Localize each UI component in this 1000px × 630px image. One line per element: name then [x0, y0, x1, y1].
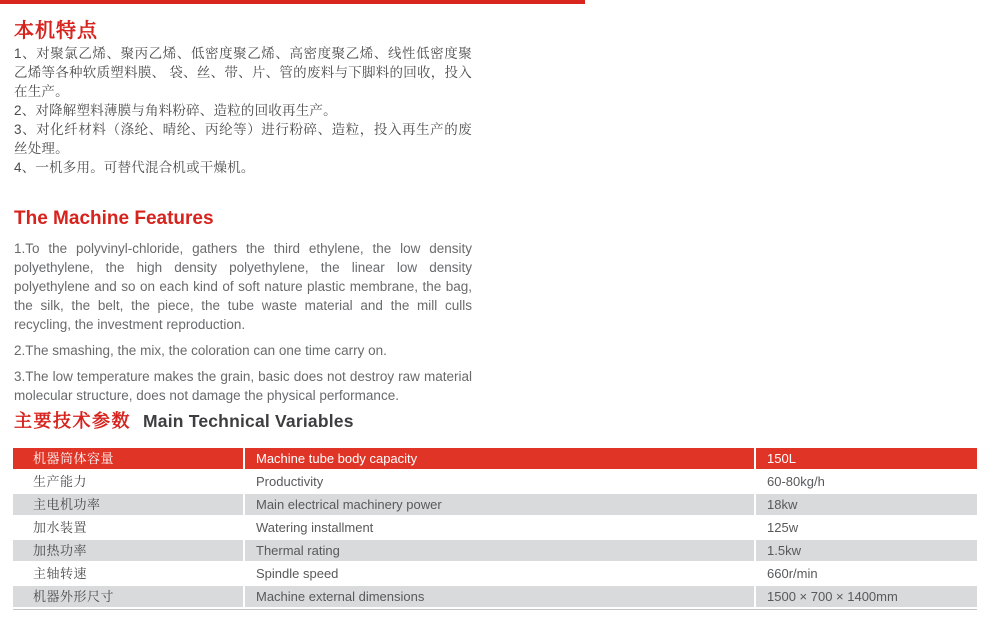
feature-list-cn [14, 44, 472, 177]
spec-label-en: Spindle speed [245, 563, 756, 584]
specs-title-en: Main Technical Variables [143, 411, 354, 431]
spec-row [13, 471, 977, 492]
spec-label-cn: 加水装置 [13, 517, 245, 538]
spec-value: 60-80kg/h [767, 474, 825, 489]
spec-value: 1.5kw [767, 543, 801, 558]
spec-row [13, 586, 977, 607]
spec-label-en: Main electrical machinery power [245, 494, 756, 515]
spec-label-cn: 机器筒体容量 [13, 448, 245, 469]
spec-row [13, 540, 977, 561]
feature-item-cn: 2、对降解塑料薄膜与角料粉碎、造粒的回收再生产。 [14, 103, 337, 118]
feature-item-en: 1.To the polyvinyl-chloride, gathers the third ethylene, the low density polyethylene, the high density polyethylene, the linear low density polyethylene and so on each kind of soft nature plastic membrane, the bag, the silk, the belt, the piece, the tube waste material and the mill culls recycling, the investment reproduction. [14, 241, 472, 332]
spec-label-cn: 主轴转速 [13, 563, 245, 584]
spec-row [13, 494, 977, 515]
spec-label-en: Thermal rating [245, 540, 756, 561]
spec-value: 18kw [767, 497, 798, 512]
feature-list-en [14, 239, 472, 405]
spec-row [13, 563, 977, 584]
spec-label-en: Watering installment [245, 517, 756, 538]
spec-value: 125w [767, 520, 799, 535]
specs-title [14, 407, 914, 433]
spec-label-en: Machine external dimensions [245, 586, 756, 607]
specs-title-cn: 主要技术参数 [14, 411, 131, 431]
spec-label-cn: 生产能力 [13, 471, 245, 492]
spec-value: 150L [767, 451, 796, 466]
spec-row [13, 517, 977, 538]
section-title-cn: 本机特点 [14, 20, 98, 42]
section-title-en: The Machine Features [14, 208, 214, 229]
feature-item-cn: 4、一机多用。可替代混合机或干燥机。 [14, 160, 255, 175]
feature-item-en: 2.The smashing, the mix, the coloration can one time carry on. [14, 343, 387, 358]
spec-label-cn: 主电机功率 [13, 494, 245, 515]
spec-label-cn: 机器外形尺寸 [13, 586, 245, 607]
spec-value: 660r/min [767, 566, 818, 581]
top-accent-bar [0, 0, 585, 4]
feature-item-cn: 1、对聚氯乙烯、聚丙乙烯、低密度聚乙烯、高密度聚乙烯、线性低密度聚乙烯等各种软质塑料膜、 袋、丝、带、片、管的废料与下脚料的回收，投入在生产。 [14, 46, 472, 99]
spec-value: 1500 × 700 × 1400mm [767, 589, 898, 604]
feature-item-cn: 3、对化纤材料（涤纶、晴纶、丙纶等）进行粉碎、造粒，投入再生产的废丝处理。 [14, 122, 472, 156]
spec-label-en: Machine tube body capacity [245, 448, 756, 469]
feature-item-en: 3.The low temperature makes the grain, basic does not destroy raw material molecular structure, does not damage the physical performance. [14, 369, 472, 403]
spec-label-en: Productivity [245, 471, 756, 492]
specs-table [13, 448, 977, 610]
spec-label-cn: 加热功率 [13, 540, 245, 561]
spec-row [13, 448, 977, 469]
